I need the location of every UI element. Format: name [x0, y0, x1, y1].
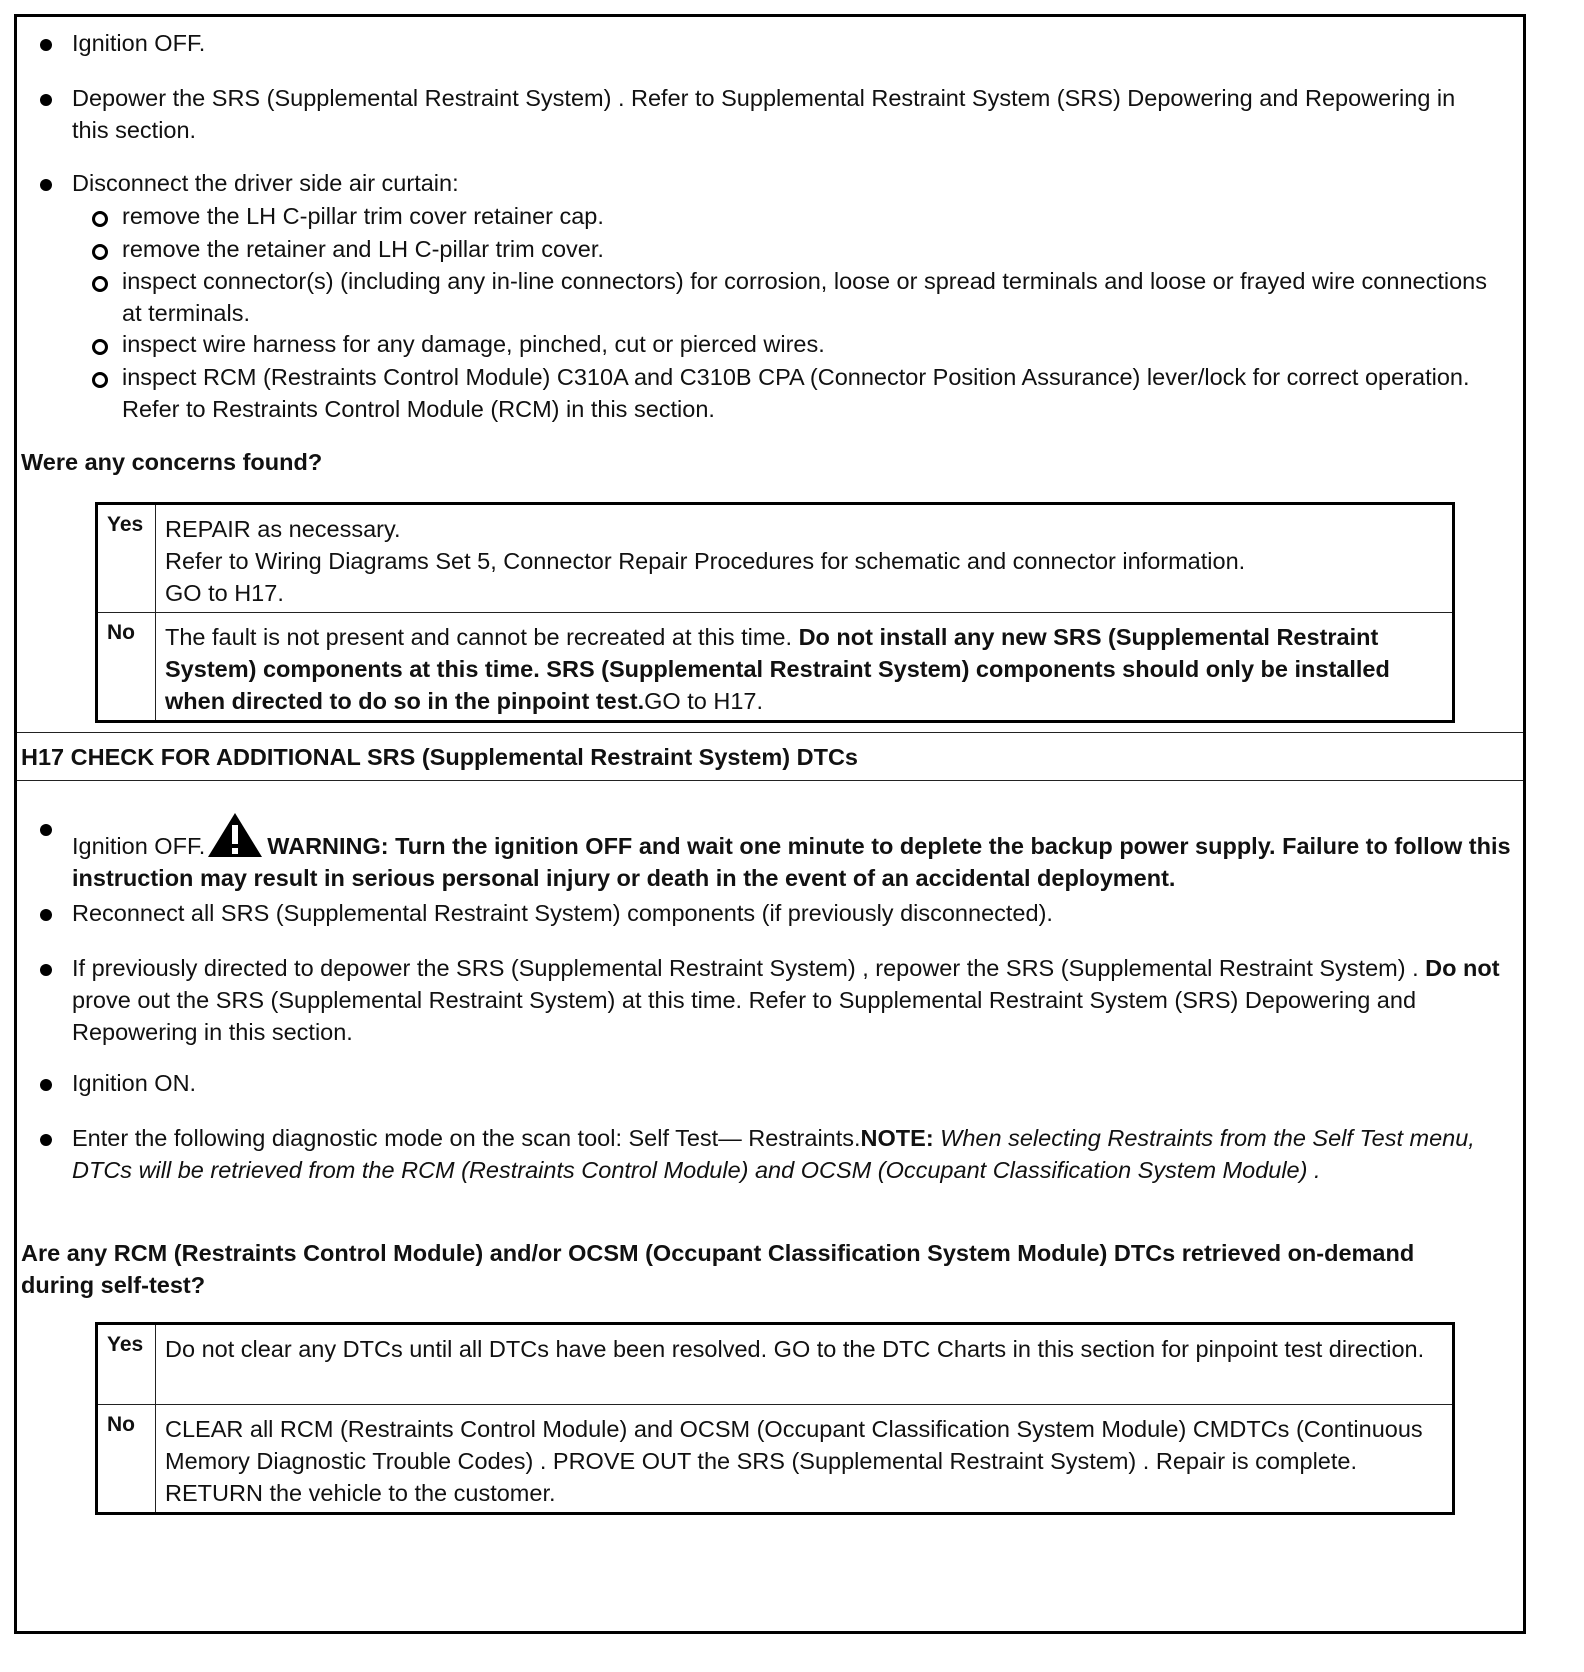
- step-ignition-off-warning: Ignition OFF. WARNING: Turn the ignition OFF and wait one minute to deplete the backup power supply. Failure to follow this instruction may result in serious personal injury or death in the event of an accidental deployment.: [72, 812, 1512, 894]
- subitem-remove-cover: remove the retainer and LH C-pillar trim cover.: [122, 236, 604, 262]
- divider: [17, 732, 1523, 733]
- warning-triangle-icon: [207, 812, 263, 858]
- no-text-bold: Do not install any new SRS (Supplemental Restraint System) components at this time. SRS (Supplemental Restraint System) components should only be installed when directed to do so in the pinpoint test.: [165, 624, 1390, 714]
- question-concerns: Were any concerns found?: [21, 449, 323, 475]
- procedure-frame: [14, 14, 1526, 1634]
- subitem-remove-cap: remove the LH C-pillar trim cover retainer cap.: [122, 203, 604, 229]
- yes-label: Yes: [98, 505, 156, 612]
- yes-text: Do not clear any DTCs until all DTCs have been resolved. GO to the DTC Charts in this section for pinpoint test direction.: [165, 1336, 1425, 1362]
- step-repower: If previously directed to depower the SRS (Supplemental Restraint System) , repower the SRS (Supplemental Restraint System) . Do not prove out the SRS (Supplemental Restraint System) at this time. Refer to Supplemental Restraint System (SRS) Depowering and Repowering in this section.: [72, 955, 1500, 1045]
- step-heading-h17: H17 CHECK FOR ADDITIONAL SRS (Supplemental Restraint System) DTCs: [21, 744, 858, 770]
- yes-line-1: REPAIR as necessary.: [165, 516, 401, 542]
- no-label: No: [98, 1405, 156, 1512]
- step-reconnect: Reconnect all SRS (Supplemental Restraint System) components (if previously disconnected).: [72, 900, 1053, 926]
- circle-bullet-icon: [92, 372, 108, 388]
- subitem-inspect-connectors: inspect connector(s) (including any in-line connectors) for corrosion, loose or spread terminals and loose or frayed wire connections at terminals.: [122, 268, 1487, 326]
- yes-line-3: GO to H17.: [165, 580, 284, 606]
- step-disconnect-curtain: Disconnect the driver side air curtain:: [72, 170, 459, 196]
- yes-row: [98, 1325, 1452, 1404]
- circle-bullet-icon: [92, 244, 108, 260]
- yes-label: Yes: [98, 1325, 156, 1404]
- yes-no-table: [95, 1322, 1455, 1515]
- question-dtcs: Are any RCM (Restraints Control Module) and/or OCSM (Occupant Classification System Module) DTCs retrieved on-demand during self-test?: [21, 1240, 1415, 1298]
- step-ignition-off: Ignition OFF.: [72, 30, 206, 56]
- no-label: No: [98, 613, 156, 720]
- step-ignition-on: Ignition ON.: [72, 1070, 197, 1096]
- no-text: CLEAR all RCM (Restraints Control Module) and OCSM (Occupant Classification System Module) CMDTCs (Continuous Memory Diagnostic Trouble Codes) . PROVE OUT the SRS (Supplemental Restraint System) . Repair is complete. RETURN the vehicle to the customer.: [165, 1416, 1423, 1506]
- subitem-inspect-rcm: inspect RCM (Restraints Control Module) C310A and C310B CPA (Connector Position Assurance) lever/lock for correct operation. Refer to Restraints Control Module (RCM) in this section.: [122, 364, 1470, 422]
- bullet-icon: [40, 179, 52, 191]
- subitem-inspect-harness: inspect wire harness for any damage, pinched, cut or pierced wires.: [122, 331, 825, 357]
- warning-text: WARNING: Turn the ignition OFF and wait one minute to deplete the backup power supply. Failure to follow this instruction may result in serious personal injury or death in the event of an accidental deployment.: [72, 833, 1511, 891]
- yes-no-table: [95, 502, 1455, 723]
- circle-bullet-icon: [92, 276, 108, 292]
- bullet-icon: [40, 1134, 52, 1146]
- no-row: [98, 612, 1452, 720]
- yes-line-2: Refer to Wiring Diagrams Set 5, Connector Repair Procedures for schematic and connector information.: [165, 548, 1246, 574]
- bullet-icon: [40, 1079, 52, 1091]
- bullet-icon: [40, 964, 52, 976]
- no-text: The fault is not present and cannot be recreated at this time. Do not install any new SRS (Supplemental Restraint System) components at this time. SRS (Supplemental Restraint System) components should only be installed when directed to do so in the pinpoint test.GO to H17.: [165, 624, 1390, 714]
- no-row: [98, 1404, 1452, 1512]
- yes-row: [98, 505, 1452, 612]
- bullet-icon: [40, 824, 52, 836]
- bullet-icon: [40, 39, 52, 51]
- step-enter-diagnostic: Enter the following diagnostic mode on the scan tool: Self Test— Restraints.NOTE: When selecting Restraints from the Self Test menu, DTCs will be retrieved from the RCM (Restraints Control Module) and OCSM (Occupant Classification System Module) .: [72, 1125, 1475, 1183]
- bullet-icon: [40, 909, 52, 921]
- bullet-icon: [40, 94, 52, 106]
- step-depower-srs: Depower the SRS (Supplemental Restraint System) . Refer to Supplemental Restraint System (SRS) Depowering and Repowering in this section.: [72, 85, 1456, 143]
- yes-text: [156, 505, 1452, 612]
- circle-bullet-icon: [92, 339, 108, 355]
- divider: [17, 780, 1523, 781]
- circle-bullet-icon: [92, 211, 108, 227]
